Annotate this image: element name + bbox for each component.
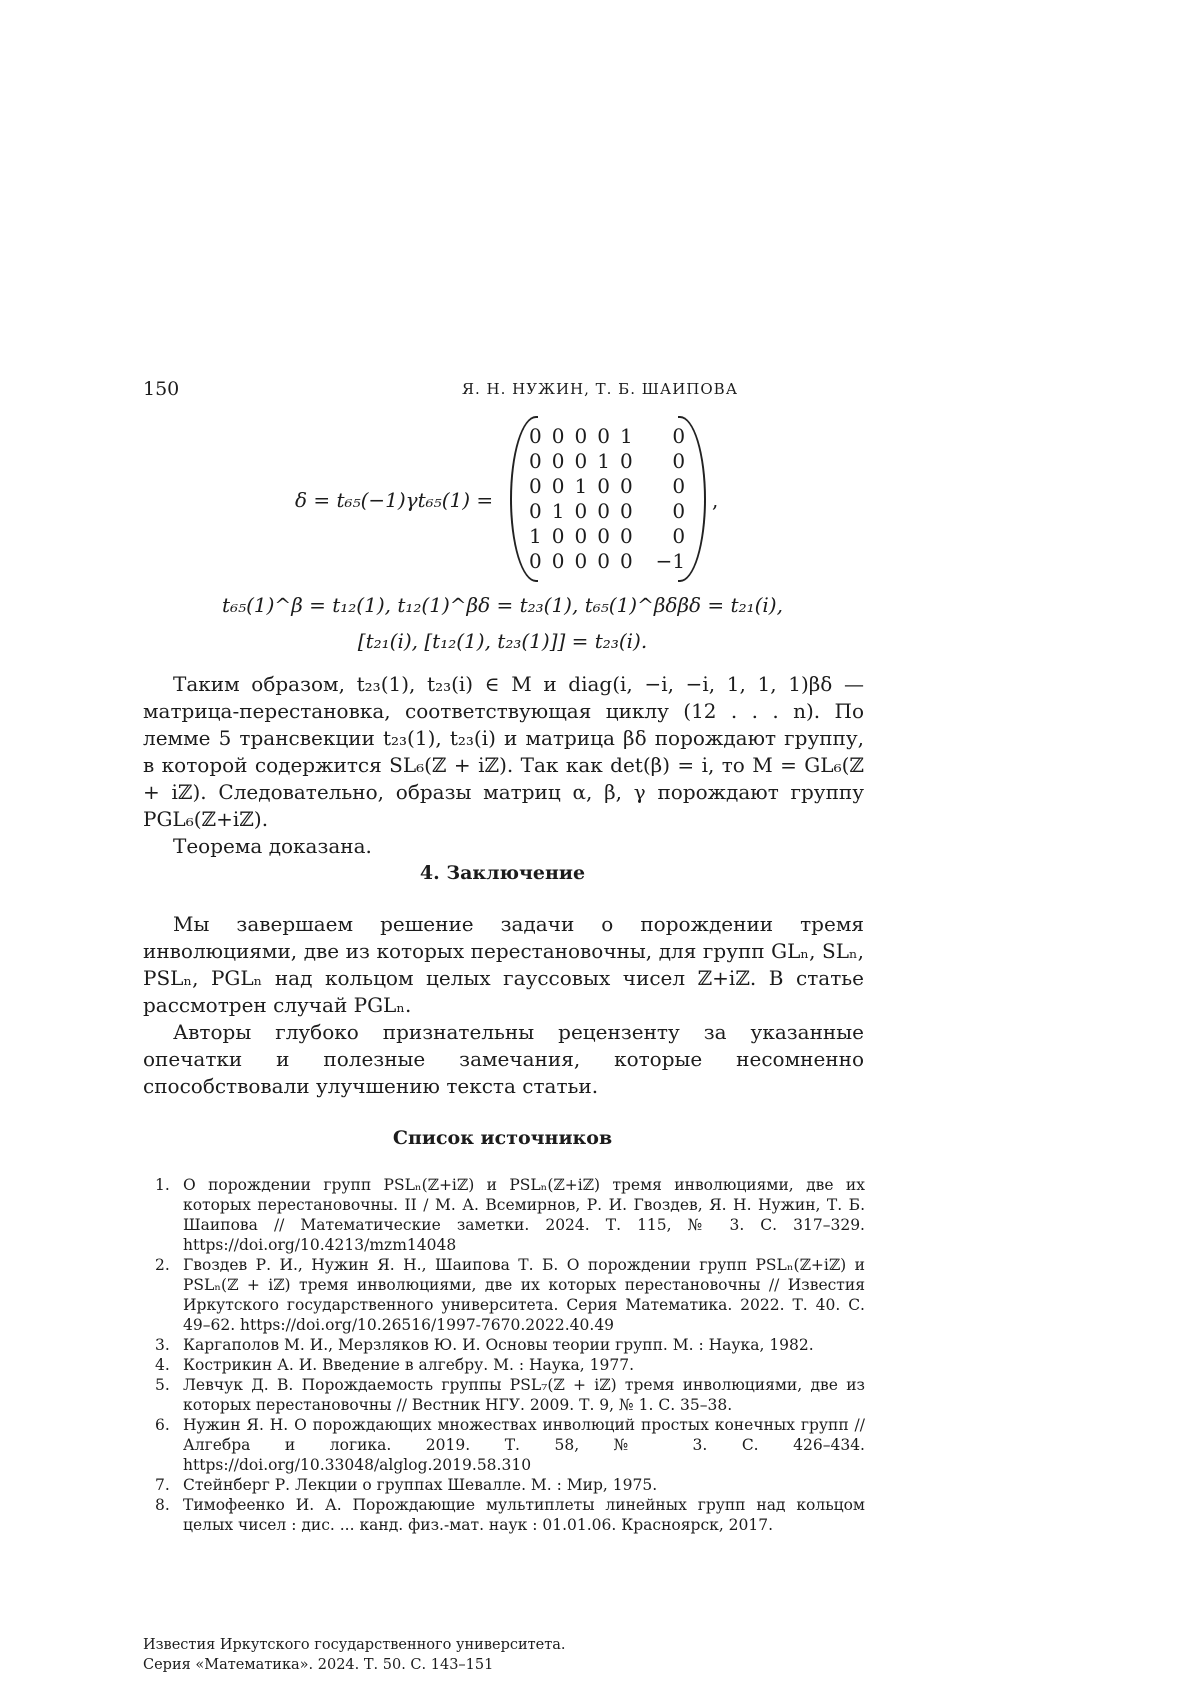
matrix-cell: 0 (529, 424, 542, 448)
matrix-row (524, 474, 690, 499)
matrix-cell: 0 (619, 449, 633, 473)
proof-conclusion (143, 671, 864, 860)
matrix-cell: 1 (574, 474, 588, 498)
matrix-cell: 0 (672, 424, 686, 448)
delta-equation (295, 488, 493, 512)
matrix-cell: 0 (551, 549, 565, 573)
section-title: 4. Заключение (419, 862, 586, 884)
matrix-cell: 0 (597, 474, 610, 498)
reference-item (155, 1415, 865, 1475)
reference-number: 2. (155, 1256, 170, 1274)
reference-item (155, 1255, 865, 1335)
running-head-authors: Я. Н. НУЖИН, Т. Б. ШАИПОВА (461, 380, 739, 398)
matrix-cell: 0 (529, 449, 542, 473)
matrix-cell: 0 (672, 449, 686, 473)
page-number: 150 (143, 378, 180, 400)
matrix-body (524, 424, 690, 574)
reference-item (155, 1335, 865, 1355)
journal-footer (143, 1635, 566, 1675)
matrix-cell: 0 (619, 474, 633, 498)
matrix-cell: 0 (529, 549, 542, 573)
matrix-row (524, 499, 690, 524)
reference-text: Кострикин А. И. Введение в алгебру. М. : Наука, 1977. (183, 1356, 635, 1374)
reference-number: 3. (155, 1336, 170, 1354)
reference-number: 7. (155, 1476, 170, 1494)
permutation-matrix (510, 416, 706, 582)
proof-paragraph: Таким образом, t₂₃(1), t₂₃(i) ∈ M и diag(i, −i, −i, 1, 1, 1)βδ — матрица-перестановка, соответствующая циклу (12 . . . n). По лемме 5 трансвекции t₂₃(1), t₂₃(i) и матрица βδ порождают группу, в которой содержится SL₆(ℤ + iℤ). Так как det(β) = i, то M = GL₆(ℤ + iℤ). Следовательно, образы матриц α, β, γ порождают группу PGL₆(ℤ+iℤ). (143, 672, 864, 831)
delta-trailing-comma: , (712, 488, 719, 512)
matrix-cell: 0 (619, 549, 633, 573)
reference-item (155, 1175, 865, 1255)
matrix-row (524, 424, 690, 449)
matrix-cell: 0 (529, 499, 542, 523)
matrix-cell: 0 (551, 449, 565, 473)
matrix-row (524, 524, 690, 549)
commutator-equation: [t₂₁(i), [t₁₂(1), t₂₃(1)]] = t₂₃(i). (357, 629, 648, 653)
reference-text: Каргаполов М. И., Мерзляков Ю. И. Основы теории групп. М. : Наука, 1982. (183, 1336, 814, 1354)
matrix-cell: 0 (551, 474, 565, 498)
matrix-cell: 0 (672, 474, 686, 498)
reference-number: 4. (155, 1356, 170, 1374)
reference-item (155, 1495, 865, 1535)
reference-text: Нужин Я. Н. О порождающих множествах инволюций простых конечных групп // Алгебра и логика. 2019. Т. 58, № 3. С. 426–434. https://doi.org/10.33048/alglog.2019.58.310 (183, 1416, 865, 1474)
references-list (155, 1175, 865, 1535)
reference-number: 5. (155, 1376, 170, 1394)
footer-line-1: Известия Иркутского государственного университета. (143, 1637, 566, 1653)
matrix-cell: 0 (529, 474, 542, 498)
matrix-cell: 0 (574, 524, 588, 548)
matrix-cell: 0 (551, 524, 565, 548)
matrix-cell: 1 (551, 499, 565, 523)
matrix-cell: 0 (574, 424, 588, 448)
delta-lhs: δ = t₆₅(−1)γt₆₅(1) = (295, 488, 494, 512)
reference-text: Стейнберг Р. Лекции о группах Шевалле. М. : Мир, 1975. (183, 1476, 658, 1494)
reference-number: 1. (155, 1176, 170, 1194)
matrix-cell: 0 (551, 424, 565, 448)
reference-number: 8. (155, 1496, 170, 1514)
matrix-row (524, 549, 690, 574)
matrix-cell: 0 (597, 524, 610, 548)
matrix-cell: 0 (672, 499, 686, 523)
reference-item (155, 1375, 865, 1415)
matrix-cell: 0 (597, 549, 610, 573)
matrix-cell: 0 (672, 524, 686, 548)
reference-text: Гвоздев Р. И., Нужин Я. Н., Шаипова Т. Б. О порождении групп PSLₙ(ℤ+iℤ) и PSLₙ(ℤ + iℤ) тремя инволюциями, две их которых перестановочны // Известия Иркутского государственного университета. Серия Математика. 2022. Т. 40. С. 49–62. https://doi.org/10.26516/1997-7670.2022.40.49 (183, 1256, 865, 1334)
reference-text: Левчук Д. В. Порождаемость группы PSL₇(ℤ + iℤ) тремя инволюциями, две из которых перестановочны // Вестник НГУ. 2009. Т. 9, № 1. С. 35–38. (183, 1376, 865, 1414)
acknowledgement-paragraph: Авторы глубоко признательны рецензенту за указанные опечатки и полезные замечания, которые несомненно способствовали улучшению текста статьи. (143, 1020, 864, 1098)
matrix-cell: 0 (619, 524, 633, 548)
references-title: Список источников (392, 1127, 613, 1149)
matrix-cell: 0 (597, 424, 610, 448)
theorem-proved: Теорема доказана. (173, 834, 372, 858)
matrix-cell: 1 (597, 449, 610, 473)
footer-line-2: Серия «Математика». 2024. Т. 50. С. 143–151 (143, 1657, 494, 1673)
reference-number: 6. (155, 1416, 170, 1434)
conjugation-equations: t₆₅(1)^β = t₁₂(1), t₁₂(1)^βδ = t₂₃(1), t₆₅(1)^βδβδ = t₂₁(i), (222, 593, 783, 617)
reference-text: Тимофеенко И. А. Порождающие мультиплеты линейных групп над кольцом целых чисел : дис. ... канд. физ.-мат. наук : 01.01.06. Красноярск, 2017. (183, 1496, 865, 1534)
matrix-cell: 0 (574, 499, 588, 523)
reference-item (155, 1355, 865, 1375)
matrix-cell: 0 (574, 549, 588, 573)
conclusion-paragraph: Мы завершаем решение задачи о порождении тремя инволюциями, две из которых перестановочны, для групп GLₙ, SLₙ, PSLₙ, PGLₙ над кольцом целых гауссовых чисел ℤ+iℤ. В статье рассмотрен случай PGLₙ. (143, 912, 864, 1017)
reference-item (155, 1475, 865, 1495)
conclusion-section (143, 911, 864, 1100)
matrix-cell: 0 (597, 499, 610, 523)
matrix-row (524, 449, 690, 474)
reference-text: О порождении групп PSLₙ(ℤ+iℤ) и PSLₙ(ℤ+iℤ) тремя инволюциями, две их которых перестановочны. II / М. А. Всемирнов, Р. И. Гвоздев, Я. Н. Нужин, Т. Б. Шаипова // Математические заметки. 2024. Т. 115, № 3. С. 317–329. https://doi.org/10.4213/mzm14048 (183, 1176, 865, 1254)
matrix-cell: 0 (619, 499, 633, 523)
matrix-cell: 1 (529, 524, 542, 548)
matrix-cell: 0 (574, 449, 588, 473)
matrix-cell: 1 (619, 424, 633, 448)
matrix-cell: −1 (655, 549, 686, 573)
